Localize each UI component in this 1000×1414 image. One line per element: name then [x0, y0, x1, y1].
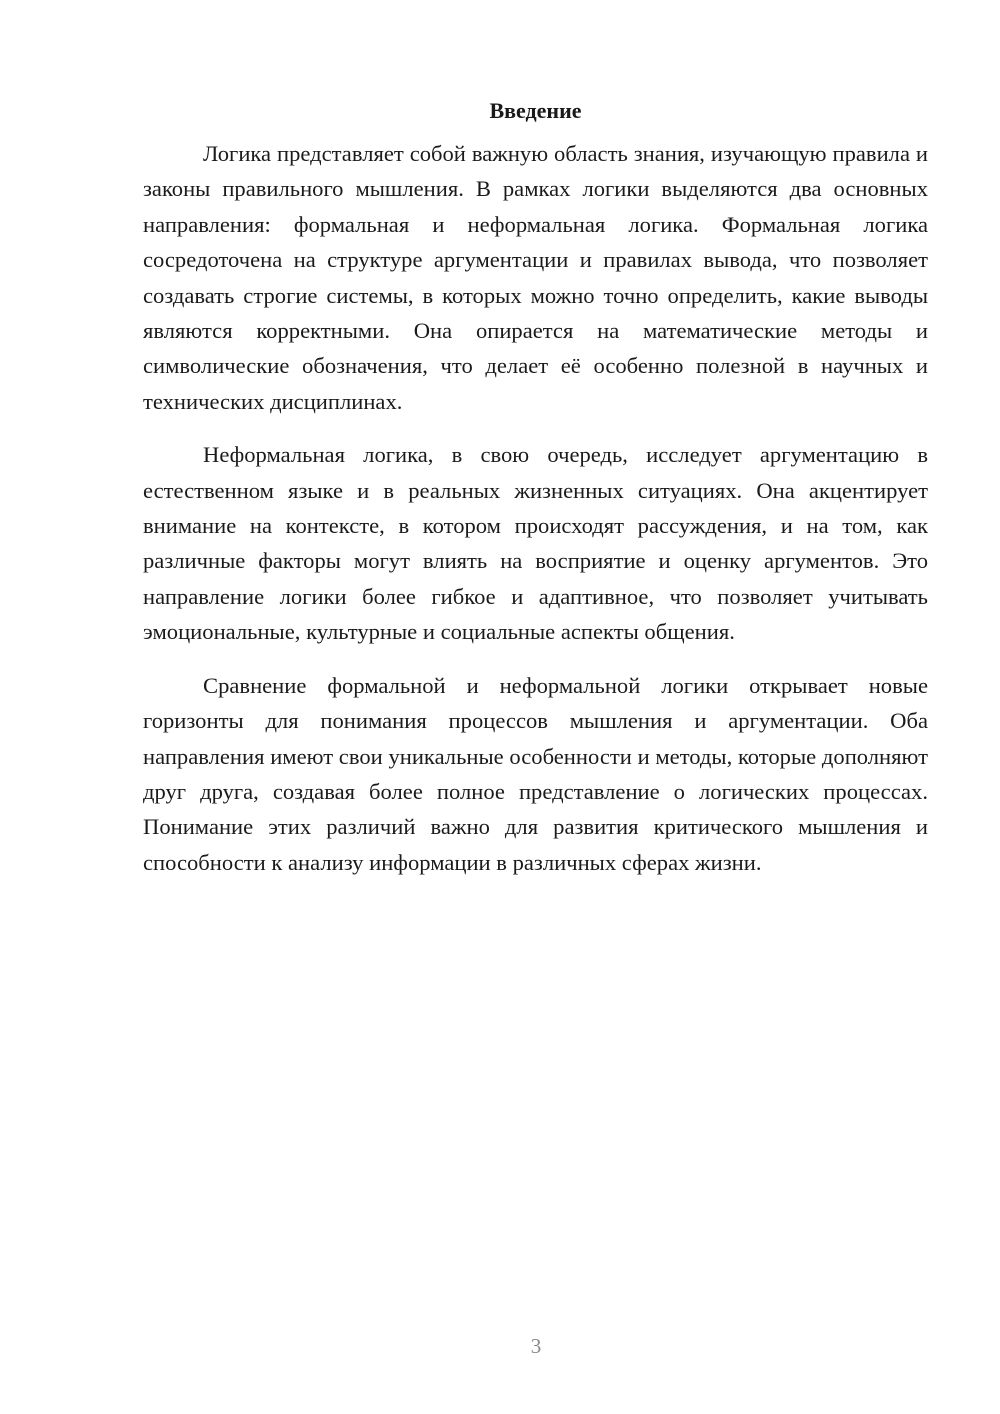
- paragraph-3: Сравнение формальной и неформальной логики открывает новые горизонты для понимания процессов мышления и аргументации. Оба направления имеют свои уникальные особенности и методы, которые дополняют друг друга, создавая более полное представление о логических процессах. Понимание этих различий важно для развития критического мышления и способности к анализу информации в различных сферах жизни.: [143, 672, 928, 875]
- section-title: Введение: [489, 98, 582, 123]
- page-number: 3: [530, 1334, 542, 1358]
- page-content: [143, 96, 928, 898]
- paragraph-1: Логика представляет собой важную область знания, изучающую правила и законы правильного мышления. В рамках логики выделяются два основных направления: формальная и неформальная логика. Формальная логика сосредоточена на структуре аргументации и правилах вывода, что позволяет создавать строгие системы, в которых можно точно определить, какие выводы являются корректными. Она опирается на математические методы и символические обозначения, что делает её особенно полезной в научных и технических дисциплинах.: [143, 141, 928, 414]
- paragraph-2: Неформальная логика, в свою очередь, исследует аргументацию в естественном языке и в реальных жизненных ситуациях. Она акцентирует внимание на контексте, в котором происходят рассуждения, и на том, как различные факторы могут влиять на восприятие и оценку аргументов. Это направление логики более гибкое и адаптивное, что позволяет учитывать эмоциональные, культурные и социальные аспекты общения.: [143, 442, 928, 645]
